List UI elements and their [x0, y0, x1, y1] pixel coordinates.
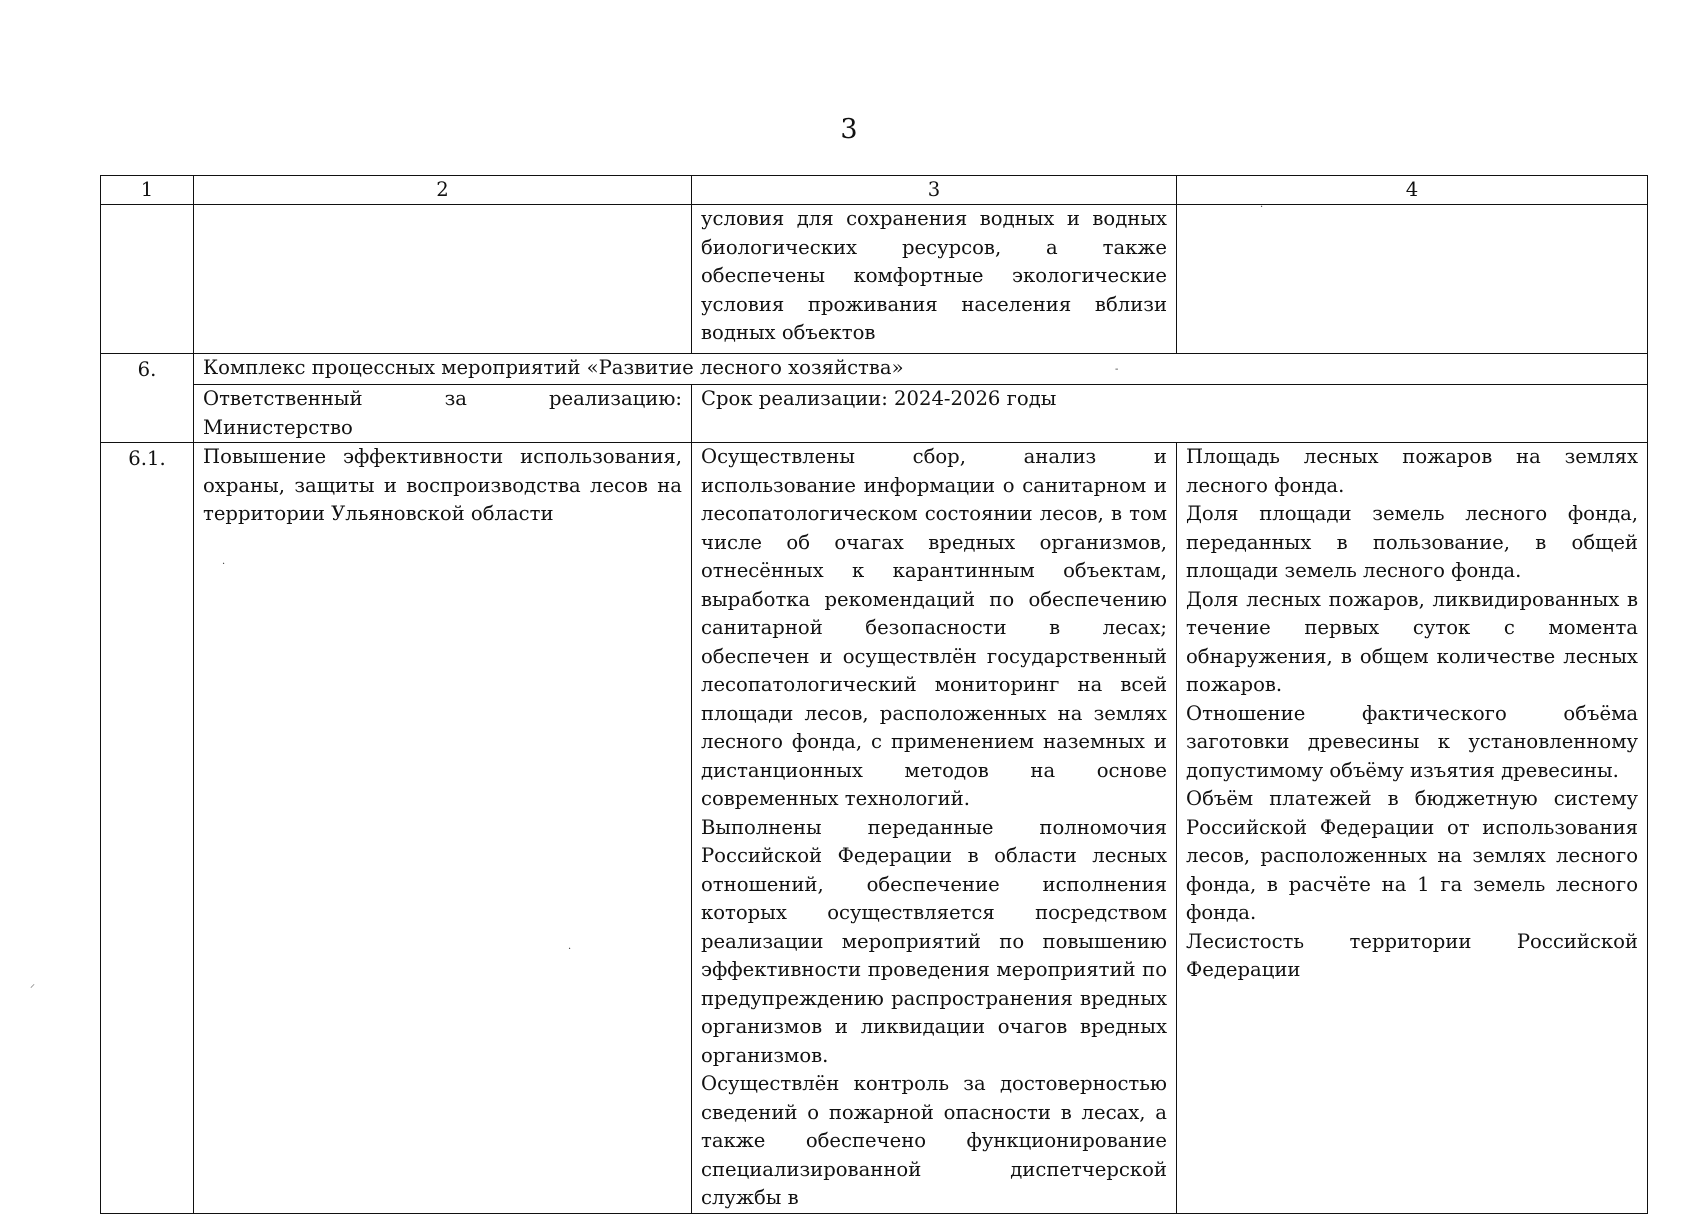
page-number: 3	[840, 114, 858, 145]
column-header-3: 3	[692, 176, 1177, 205]
indicator-paragraph: Объём платежей в бюджетную систему Российской Федерации от использования лесов, расположенных на землях лесного фонда, в расчёте на 1 га земель лесного фонда.	[1186, 787, 1638, 924]
section-term: Срок реализации: 2024-2026 годы	[692, 385, 1648, 443]
section-row	[101, 354, 1648, 385]
item-row	[101, 443, 1648, 1214]
section-responsible: Ответственный за реализацию: Министерство	[194, 385, 692, 443]
indicator-paragraph: Площадь лесных пожаров на землях лесного фонда.	[1186, 445, 1638, 497]
measures-table	[100, 175, 1648, 1214]
scan-speck: ⸝	[30, 979, 35, 990]
item-task: Повышение эффективности использования, охраны, защиты и воспроизводства лесов на территории Ульяновской области	[194, 443, 692, 1214]
continuation-number-cell	[101, 205, 194, 354]
continuation-result-cell: условия для сохранения водных и водных биологических ресурсов, а также обеспечены комфортные экологические условия проживания населения вблизи водных объектов	[692, 205, 1177, 354]
section-meta-row	[101, 385, 1648, 443]
section-number: 6.	[101, 354, 194, 443]
table-header-row	[101, 176, 1648, 205]
column-header-2: 2	[194, 176, 692, 205]
scan-speck: ·	[222, 559, 226, 570]
column-header-4: 4	[1177, 176, 1648, 205]
scan-speck: ·	[1260, 202, 1264, 213]
scan-speck: ·	[568, 944, 572, 955]
result-paragraph: Осуществлён контроль за достоверностью сведений о пожарной опасности в лесах, а также обеспечено функционирование специализированной диспетчерской службы в	[701, 1072, 1167, 1209]
result-paragraph: Выполнены переданные полномочия Российской Федерации в области лесных отношений, обеспечение исполнения которых осуществляется посредством реализации мероприятий по повышению эффективности проведения мероприятий по предупреждению распространения вредных организмов и ликвидации очагов вредных организмов.	[701, 815, 1167, 1067]
indicator-paragraph: Лесистость территории Российской Федерации	[1186, 929, 1638, 981]
continuation-task-cell	[194, 205, 692, 354]
indicator-paragraph: Доля лесных пожаров, ликвидированных в течение первых суток с момента обнаружения, в общем количестве лесных пожаров.	[1186, 587, 1638, 696]
section-title: Комплекс процессных мероприятий «Развитие лесного хозяйства»	[194, 354, 1648, 385]
column-header-1: 1	[101, 176, 194, 205]
item-number: 6.1.	[101, 443, 194, 1214]
item-indicators-cell	[1177, 443, 1648, 1214]
item-results-cell	[692, 443, 1177, 1214]
scan-speck: -	[1115, 364, 1119, 375]
continuation-indicator-cell	[1177, 202, 1648, 354]
continuation-row	[101, 205, 1648, 354]
indicator-paragraph: Отношение фактического объёма заготовки древесины к установленному допустимому объёму изъятия древесины.	[1186, 701, 1638, 782]
indicator-paragraph: Доля площади земель лесного фонда, переданных в пользование, в общей площади земель лесного фонда.	[1186, 502, 1638, 582]
result-paragraph: Осуществлены сбор, анализ и использование информации о санитарном и лесопатологическом состоянии лесов, в том числе об очагах вредных организмов, отнесённых к карантинным объектам, выработка рекомендаций по обеспечению санитарной безопасности в лесах; обеспечен и осуществлён государственный лесопатологический мониторинг на всей площади лесов, расположенных на землях лесного фонда, с применением наземных и дистанционных методов на основе современных технологий.	[701, 445, 1167, 810]
